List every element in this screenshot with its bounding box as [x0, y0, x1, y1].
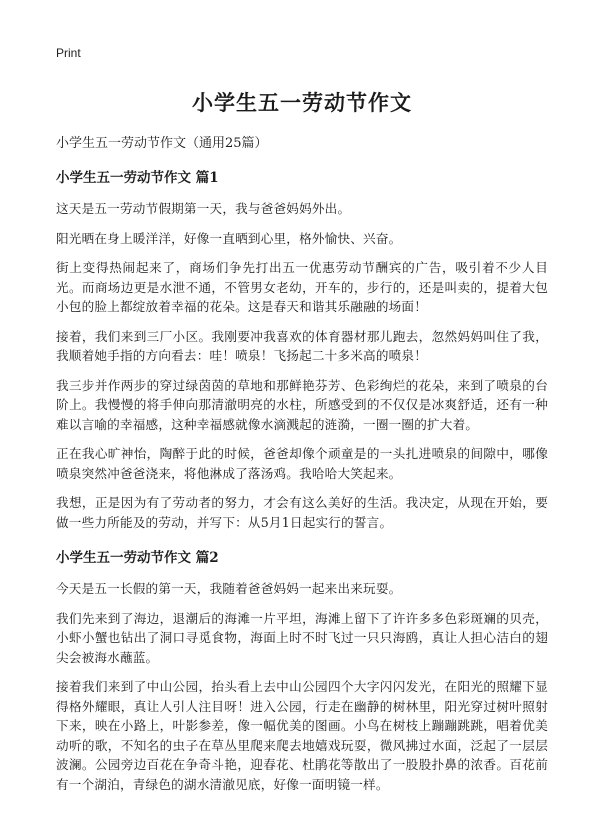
section-2 — [56, 550, 548, 794]
print-link[interactable]: Print — [56, 46, 81, 60]
section-1 — [56, 170, 548, 532]
page-title: 小学生五一劳动节作文 — [192, 90, 412, 115]
paragraph: 今天是五一长假的第一天，我随着爸爸妈妈一起来出来玩耍。 — [56, 581, 402, 596]
paragraph: 这天是五一劳动节假期第一天，我与爸爸妈妈外出。 — [56, 201, 351, 216]
paragraph: 我三步并作两步的穿过绿茵茵的草地和那鲜艳芬芳、色彩绚烂的花朵，来到了喷泉的台阶上。我慢慢的将手伸向那清澈明亮的水柱，所感受到的不仅仅是冰爽舒适，还有一种难以言喻的幸福感，这种幸福感就像水滴溅起的涟漪，一圈一圈的扩大着。 — [56, 377, 548, 432]
paragraph: 街上变得热闹起来了，商场们争先打出五一优惠劳动节酬宾的广告，吸引着不少人目光。而商场边更是水泄不通，不管男女老幼，开车的，步行的，还是叫卖的，提着大包小包的脸上都绽放着幸福的花朵。这是春天和谐其乐融融的场面！ — [56, 260, 548, 314]
section-heading: 小学生五一劳动节作文 篇1 — [56, 170, 219, 186]
document-subtitle: 小学生五一劳动节作文（通用25篇） — [56, 136, 268, 151]
paragraph: 阳光晒在身上暖洋洋，好像一直晒到心里，格外愉快、兴奋。 — [56, 230, 402, 246]
paragraph: 我们先来到了海边，退潮后的海滩一片平坦，海滩上留下了许许多多色彩斑斓的贝壳，小虾小蟹也钻出了洞口寻觅食物，海面上时不时飞过一只只海鸥，真让人担心洁白的翅尖会被海水蘸蓝。 — [56, 610, 548, 665]
section-heading: 小学生五一劳动节作文 篇2 — [56, 550, 219, 566]
paragraph: 正在我心旷神怡，陶醉于此的时候，爸爸却像个顽童是的一头扎进喷泉的间隙中，哪像喷泉突然冲爸爸浇来，将他淋成了落汤鸡。我哈哈大笑起来。 — [56, 446, 548, 481]
paragraph: 接着，我们来到三厂小区。我刚要冲我喜欢的体育器材那儿跑去，忽然妈妈叫住了我，我顺着她手指的方向看去：哇！喷泉！飞扬起二十多米高的喷泉！ — [56, 328, 548, 363]
paragraph: 接着我们来到了中山公园，抬头看上去中山公园四个大字闪闪发光，在阳光的照耀下显得格外耀眼，真让人引人注目呀！进入公园，行走在幽静的树林里，阳光穿过树叶照射下来，映在小路上，叶影参差，像一幅优美的图画。小鸟在树枝上蹦蹦跳跳，唱着优美动听的歌，不知名的虫子在草丛里爬来爬去地嬉戏玩耍，微风拂过水面，泛起了一层层波澜。公园旁边百花在争奇斗艳，迎春花、杜鹃花等散出了一股股扑鼻的浓香。百花前有一个湖泊，青绿色的湖水清澈见底，好像一面明镜一样。 — [56, 679, 548, 792]
paragraph: 我想，正是因为有了劳动者的努力，才会有这么美好的生活。我决定，从现在开始，要做一些力所能及的劳动，并写下：从5月1日起实行的誓言。 — [56, 495, 548, 530]
